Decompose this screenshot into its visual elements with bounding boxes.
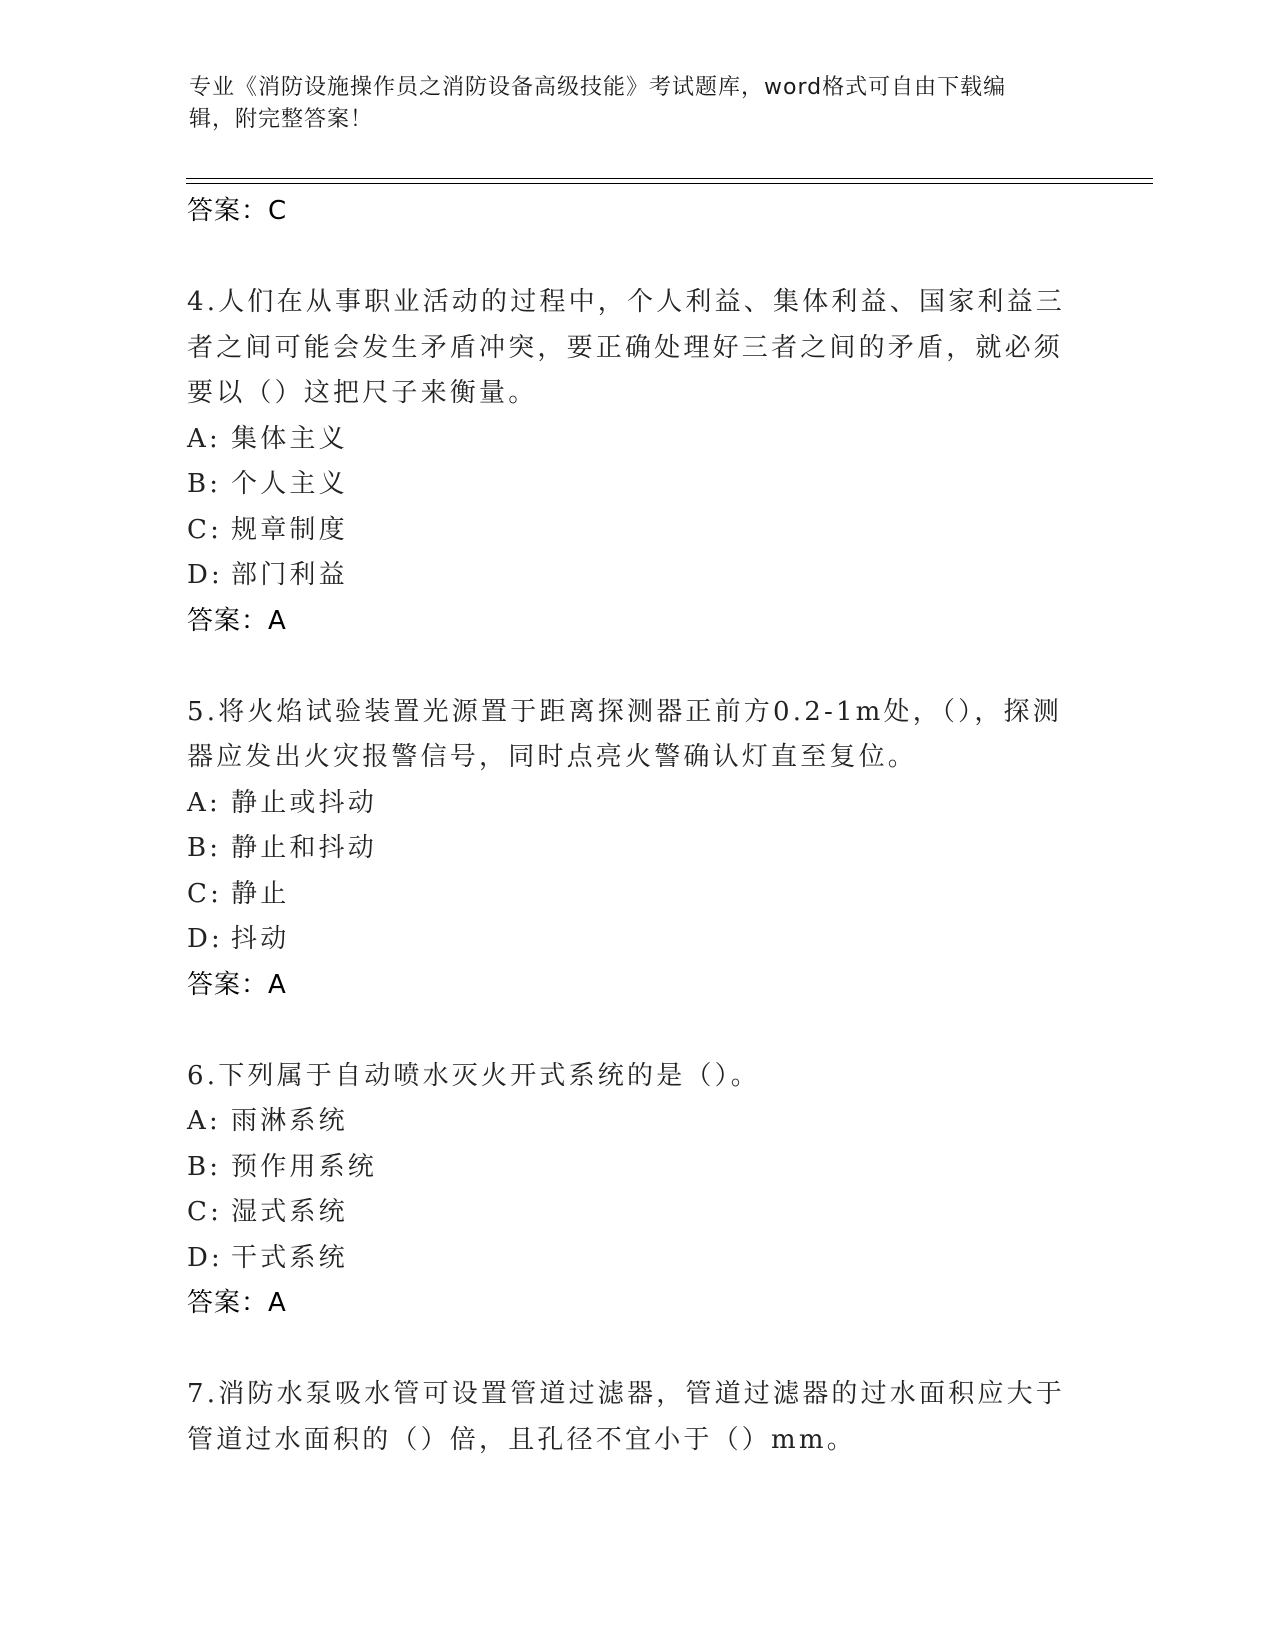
option-a <box>187 781 1087 827</box>
option-text: 预作用系统 <box>231 1151 378 1182</box>
question-text-line: 7.消防水泵吸水管可设置管道过滤器，管道过滤器的过水面积应大于 <box>187 1379 1066 1409</box>
option-key: A: <box>187 1106 221 1136</box>
document-header <box>189 72 1069 136</box>
option-key: B: <box>187 833 222 863</box>
option-text: 部门利益 <box>231 560 348 590</box>
option-text: 湿式系统 <box>231 1197 348 1227</box>
header-divider-bottom <box>186 183 1153 184</box>
option-a <box>187 417 1087 463</box>
option-key: C: <box>187 878 223 909</box>
option-c <box>187 872 1087 918</box>
question-text-line: 管道过水面积的（）倍，且孔径不宜小于（）mm。 <box>187 1424 856 1455</box>
option-c <box>187 508 1087 554</box>
option-d <box>187 1236 1087 1282</box>
option-text: 雨淋系统 <box>231 1106 348 1136</box>
question-text-line: 器应发出火灾报警信号，同时点亮火警确认灯直至复位。 <box>187 742 918 772</box>
option-key: D: <box>187 560 224 590</box>
option-text: 静止和抖动 <box>231 833 378 863</box>
question-6 <box>187 1054 1087 1326</box>
option-text: 静止 <box>231 878 290 909</box>
header-divider-top <box>186 178 1153 179</box>
question-4 <box>187 280 1087 643</box>
option-text: 规章制度 <box>231 514 348 545</box>
question-text-line: 6.下列属于自动喷水灭火开式系统的是（）。 <box>187 1060 761 1091</box>
option-a <box>187 1099 1087 1145</box>
question-text-line: 4.人们在从事职业活动的过程中，个人利益、集体利益、国家利益三 <box>187 287 1066 317</box>
question-text-line: 要以（）这把尺子来衡量。 <box>187 378 538 408</box>
option-key: C: <box>187 514 223 545</box>
answer-line: 答案：A <box>187 1288 287 1318</box>
option-key: A: <box>187 423 221 454</box>
option-b <box>187 826 1087 872</box>
question-text-line: 者之间可能会发生矛盾冲突，要正确处理好三者之间的矛盾，就必须 <box>187 332 1064 363</box>
option-key: C: <box>187 1197 223 1227</box>
header-line-2: 辑，附完整答案！ <box>189 107 374 132</box>
question-5 <box>187 690 1087 1007</box>
option-key: B: <box>187 469 222 499</box>
header-line-1: 专业《消防设施操作员之消防设备高级技能》考试题库，word格式可自由下载编 <box>189 75 1007 100</box>
option-key: D: <box>187 924 224 954</box>
option-d <box>187 553 1087 599</box>
answer-line: 答案：A <box>187 969 287 1000</box>
option-b <box>187 1145 1087 1191</box>
option-key: B: <box>187 1151 222 1182</box>
option-key: D: <box>187 1242 224 1273</box>
question-7 <box>187 1372 1087 1463</box>
question-list <box>187 189 1087 1463</box>
answer-line: 答案：A <box>187 605 287 636</box>
option-text: 个人主义 <box>231 469 348 499</box>
option-text: 集体主义 <box>231 423 348 454</box>
option-text: 抖动 <box>231 924 290 954</box>
option-text: 静止或抖动 <box>231 787 378 818</box>
option-text: 干式系统 <box>231 1242 348 1273</box>
option-key: A: <box>187 787 221 818</box>
option-c <box>187 1190 1087 1236</box>
option-b <box>187 462 1087 508</box>
question-text-line: 5.将火焰试验装置光源置于距离探测器正前方0.2-1m处，（），探测 <box>187 696 1062 727</box>
answer-line: 答案：C <box>187 196 288 226</box>
option-d <box>187 917 1087 963</box>
